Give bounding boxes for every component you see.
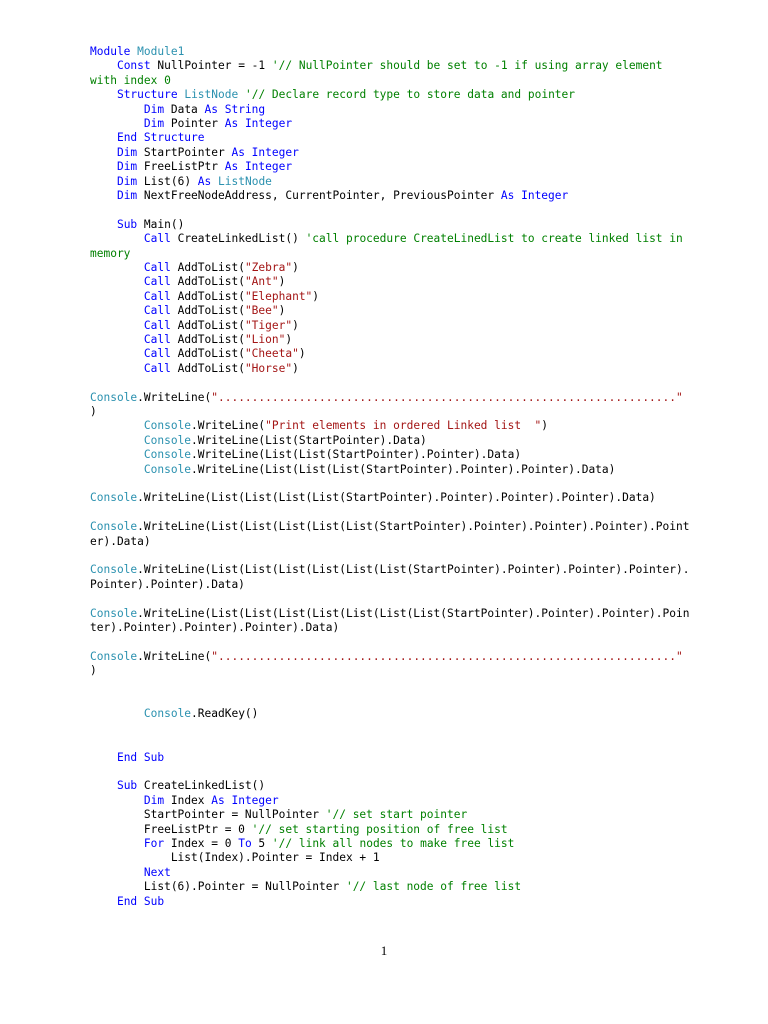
code-token: [90, 232, 144, 245]
code-token: [90, 103, 144, 116]
code-token: '// NullPointer should be set to -1 if using array element: [271, 59, 663, 73]
code-token: "....................................................................": [211, 649, 683, 663]
code-token: 'call procedure CreateLinedList to create linked list in: [305, 232, 683, 246]
code-token: ): [292, 261, 299, 274]
code-line: [90, 621, 339, 635]
code-token: Structure: [116, 88, 178, 102]
code-line: [90, 794, 279, 808]
code-line: [90, 880, 521, 894]
code-token: [90, 751, 117, 764]
code-line: [90, 290, 319, 304]
code-token: End Sub: [116, 750, 165, 764]
code-token: ter).Pointer).Pointer).Pointer).Data): [90, 621, 340, 634]
code-line: [90, 448, 521, 462]
code-token: Dim: [116, 189, 138, 202]
code-token: .WriteLine(List(StartPointer).Data): [191, 433, 427, 447]
code-token: Call: [143, 261, 171, 274]
code-line: [90, 866, 171, 880]
code-token: Const: [116, 59, 151, 73]
code-token: AddToList(: [170, 289, 245, 303]
code-token: As Integer: [231, 145, 299, 159]
code-token: Console: [143, 448, 192, 462]
code-token: List(6).Pointer = NullPointer: [90, 880, 346, 894]
code-token: Dim: [116, 174, 138, 188]
code-token: [90, 463, 144, 476]
code-token: .WriteLine(: [137, 649, 212, 663]
code-token: AddToList(: [170, 333, 245, 346]
code-token: List(Index).Pointer = Index + 1: [90, 851, 380, 865]
code-token: [90, 333, 144, 346]
code-token: '// set starting position of free list: [251, 822, 508, 836]
code-token: [90, 362, 144, 375]
code-token: NextFreeNodeAddress, CurrentPointer, PreviousPointer: [137, 189, 501, 202]
code-line: [90, 117, 292, 131]
code-token: NullPointer = -1: [150, 59, 272, 73]
code-token: ): [278, 275, 286, 289]
code-token: Module: [90, 45, 131, 58]
code-token: [90, 779, 117, 792]
code-token: "Print elements in ordered Linked list ": [265, 419, 542, 433]
code-token: 5: [251, 837, 272, 850]
code-token: Console: [90, 606, 138, 620]
code-token: "....................................................................": [211, 390, 683, 404]
code-token: To: [238, 837, 252, 850]
code-line: [90, 578, 245, 592]
code-token: ): [285, 333, 293, 346]
code-token: [90, 419, 144, 432]
code-token: .WriteLine(List(List(List(List(StartPointer).Pointer).Pointer).Pointer).Data): [137, 491, 656, 505]
code-token: Index: [164, 793, 212, 807]
code-token: ListNode: [218, 174, 272, 188]
code-line: [90, 563, 689, 577]
code-token: "Lion": [244, 333, 286, 346]
code-line: [90, 261, 299, 275]
code-token: [90, 707, 144, 720]
code-line: [90, 74, 171, 88]
code-token: ListNode: [184, 88, 239, 102]
code-token: .WriteLine(List(List(List(List(List(StartPointer).Pointer).Pointer).Pointer).Point: [137, 520, 690, 534]
code-token: Console: [90, 491, 138, 505]
code-token: Call: [143, 347, 171, 361]
code-line: [90, 175, 272, 189]
code-line: [90, 664, 97, 678]
code-line: [90, 275, 285, 289]
code-token: End Sub: [116, 894, 165, 908]
code-token: '// last node of free list: [345, 880, 522, 894]
code-token: [90, 290, 144, 303]
code-token: AddToList(: [170, 347, 245, 361]
code-token: Sub: [116, 779, 138, 793]
code-token: "Tiger": [244, 318, 293, 332]
code-line: [90, 103, 265, 117]
code-line: [90, 463, 615, 477]
code-line: [90, 131, 205, 145]
code-token: Console: [143, 419, 192, 433]
code-line: [90, 88, 575, 102]
code-token: Call: [143, 318, 171, 332]
code-token: [90, 347, 144, 360]
code-token: '// Declare record type to store data and pointer: [244, 88, 576, 102]
code-token: Module1: [137, 45, 185, 58]
code-token: Dim: [116, 145, 138, 159]
code-token: "Bee": [244, 304, 279, 318]
code-line: [90, 491, 656, 505]
code-token: Console: [90, 649, 138, 663]
code-token: with index 0: [90, 73, 171, 87]
code-token: Call: [143, 289, 171, 303]
code-token: [90, 131, 117, 144]
code-token: '// link all nodes to make free list: [271, 837, 515, 850]
code-token: [90, 866, 144, 879]
code-token: .WriteLine(List(List(List(List(List(List(List(StartPointer).Pointer).Pointer).Poin: [137, 606, 690, 620]
code-token: As String: [204, 102, 266, 116]
code-token: FreeListPtr: [137, 160, 225, 174]
code-line: [90, 751, 164, 765]
code-line: [90, 146, 299, 160]
code-token: List(6): [137, 174, 198, 188]
code-token: er).Data): [90, 534, 151, 548]
code-token: AddToList(: [170, 275, 245, 289]
code-token: "Ant": [244, 275, 279, 289]
code-token: Call: [143, 275, 171, 289]
code-token: .ReadKey(): [191, 707, 259, 721]
code-line: [90, 520, 689, 534]
code-token: ): [292, 361, 299, 375]
code-token: [90, 794, 144, 807]
code-token: Sub: [116, 217, 138, 231]
code-token: As: [197, 174, 212, 188]
code-token: StartPointer: [137, 145, 232, 159]
code-token: "Cheeta": [244, 347, 299, 361]
code-token: [90, 59, 117, 72]
code-token: FreeListPtr = 0: [90, 822, 252, 836]
code-token: Console: [143, 462, 192, 476]
code-token: .WriteLine(List(List(List(List(List(List(StartPointer).Pointer).Pointer).Pointer).: [137, 563, 690, 577]
code-token: [90, 275, 144, 288]
code-token: Console: [143, 707, 192, 721]
code-token: Console: [90, 520, 138, 534]
code-token: Console: [143, 433, 192, 447]
code-token: "Horse": [244, 361, 293, 375]
code-line: [90, 837, 514, 851]
code-token: .WriteLine(: [137, 390, 212, 404]
code-line: [90, 895, 164, 909]
code-token: [90, 261, 144, 274]
code-token: Pointer).Pointer).Data): [90, 577, 245, 591]
code-token: Data: [164, 102, 205, 116]
code-token: AddToList(: [170, 361, 245, 375]
code-token: ): [298, 347, 306, 361]
code-token: As Integer: [211, 793, 279, 807]
code-token: [90, 117, 144, 130]
code-token: Main(): [137, 217, 185, 231]
code-line: [90, 808, 467, 822]
code-token: Call: [143, 304, 171, 318]
code-line: [90, 59, 663, 73]
code-token: ): [90, 664, 97, 678]
code-token: As Integer: [224, 117, 293, 130]
code-token: [238, 88, 245, 101]
code-token: .WriteLine(List(List(StartPointer).Pointer).Data): [191, 448, 522, 462]
page-number: 1: [380, 943, 388, 958]
code-token: ): [312, 289, 320, 303]
code-token: "Elephant": [244, 289, 313, 303]
code-token: [90, 304, 144, 317]
code-line: [90, 779, 265, 793]
code-line: [90, 419, 548, 433]
code-token: Dim: [143, 102, 165, 116]
code-line: [90, 607, 689, 621]
code-token: CreateLinkedList(): [137, 779, 266, 793]
code-token: Dim: [143, 793, 165, 807]
code-token: AddToList(: [170, 261, 245, 274]
code-line: [90, 405, 97, 419]
code-token: [90, 175, 117, 188]
code-token: [90, 434, 144, 447]
code-line: [90, 160, 292, 174]
code-token: [90, 160, 117, 173]
code-line: [90, 535, 151, 549]
code-line: [90, 232, 683, 246]
code-token: AddToList(: [170, 318, 245, 332]
code-token: '// set start pointer: [325, 808, 468, 822]
code-token: Console: [90, 563, 138, 577]
code-line: [90, 707, 258, 721]
code-token: Call: [143, 232, 171, 246]
code-token: StartPointer = NullPointer: [90, 808, 326, 822]
code-line: [90, 391, 683, 405]
code-token: Pointer: [164, 117, 225, 130]
code-token: Call: [143, 361, 171, 375]
code-token: [90, 218, 117, 231]
code-token: [90, 448, 144, 461]
code-token: End Structure: [116, 131, 205, 145]
code-line: [90, 319, 299, 333]
code-token: ): [278, 304, 286, 318]
code-token: ): [292, 318, 299, 332]
code-line: [90, 347, 306, 361]
code-token: ): [541, 419, 549, 433]
code-token: For: [143, 837, 165, 850]
code-token: Call: [143, 333, 171, 346]
code-line: [90, 650, 683, 664]
code-token: .WriteLine(List(List(List(StartPointer).Pointer).Pointer).Data): [191, 462, 616, 476]
code-line: [90, 45, 184, 59]
code-line: [90, 823, 508, 837]
code-token: [90, 88, 117, 101]
code-token: As Integer: [224, 160, 293, 174]
code-line: [90, 189, 568, 203]
code-token: [90, 895, 117, 908]
code-line: [90, 218, 184, 232]
code-line: [90, 333, 292, 347]
code-token: Next: [143, 865, 171, 879]
code-token: Console: [90, 390, 138, 404]
code-token: Dim: [143, 117, 165, 130]
code-token: memory: [90, 246, 131, 260]
code-token: Dim: [116, 160, 138, 174]
code-line: [90, 362, 299, 376]
code-line: [90, 304, 285, 318]
code-token: CreateLinkedList(): [170, 232, 306, 246]
code-token: [90, 146, 117, 159]
code-line: [90, 434, 427, 448]
code-token: [90, 189, 117, 202]
code-token: .WriteLine(: [191, 419, 266, 433]
code-token: Index = 0: [164, 837, 239, 850]
code-token: [90, 319, 144, 332]
code-token: As Integer: [500, 189, 569, 202]
code-token: ): [90, 405, 97, 418]
code-token: [90, 837, 144, 850]
code-line: [90, 851, 380, 865]
code-token: "Zebra": [244, 261, 293, 274]
code-line: [90, 247, 130, 261]
code-token: AddToList(: [170, 304, 245, 318]
